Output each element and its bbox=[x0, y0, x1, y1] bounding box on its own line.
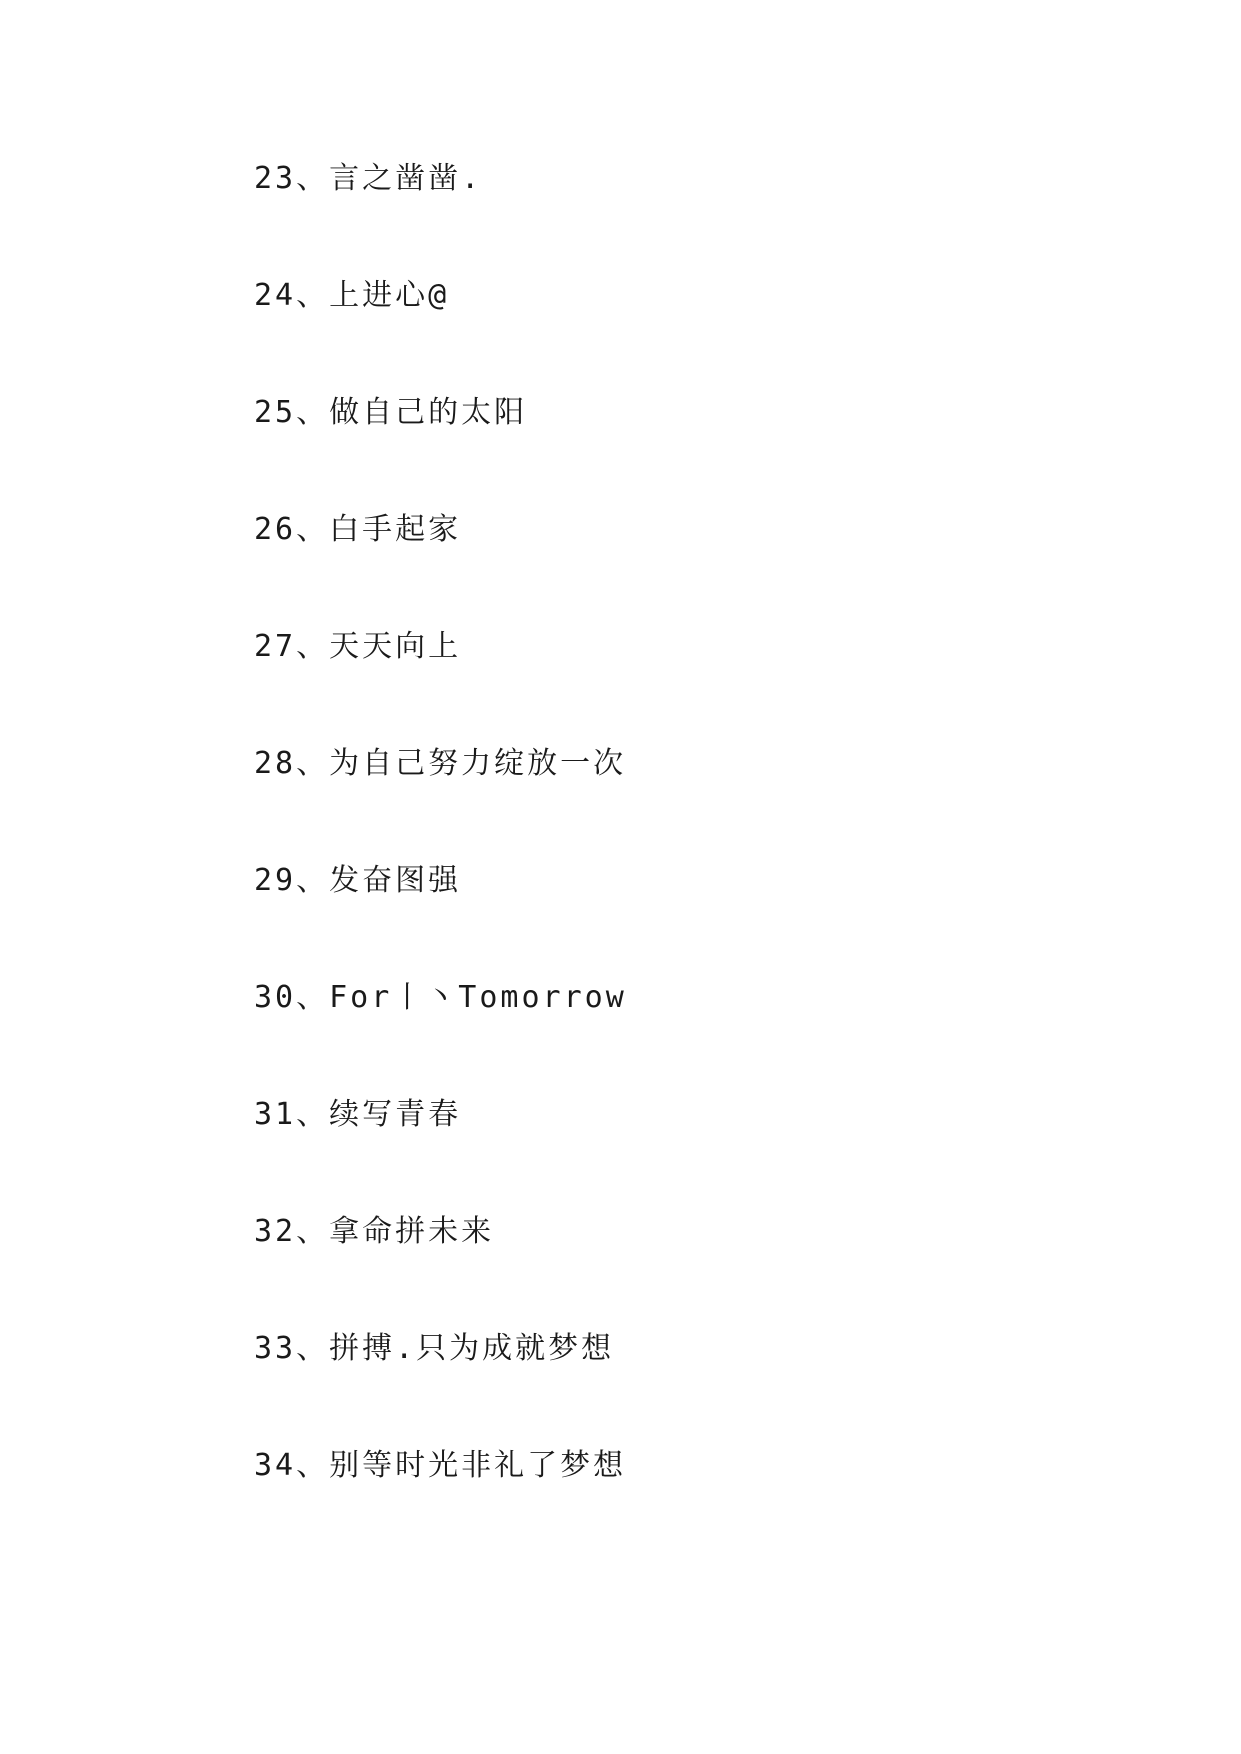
list-item: 32、拿命拼未来 bbox=[254, 1214, 495, 1249]
list-item: 28、为自己努力绽放一次 bbox=[254, 746, 627, 781]
list-item: 34、别等时光非礼了梦想 bbox=[254, 1448, 627, 1483]
list-item: 31、续写青春 bbox=[254, 1097, 462, 1132]
list-item: 23、言之凿凿. bbox=[254, 161, 483, 196]
list-item: 30、For丨丶Tomorrow bbox=[254, 980, 627, 1015]
list-item: 25、做自己的太阳 bbox=[254, 395, 528, 430]
motto-list bbox=[254, 160, 627, 1564]
list-item: 27、天天向上 bbox=[254, 629, 462, 664]
list-item: 33、拼搏.只为成就梦想 bbox=[254, 1331, 615, 1366]
list-item: 29、发奋图强 bbox=[254, 863, 462, 898]
list-item: 24、上进心@ bbox=[254, 278, 450, 313]
list-item: 26、白手起家 bbox=[254, 512, 462, 547]
